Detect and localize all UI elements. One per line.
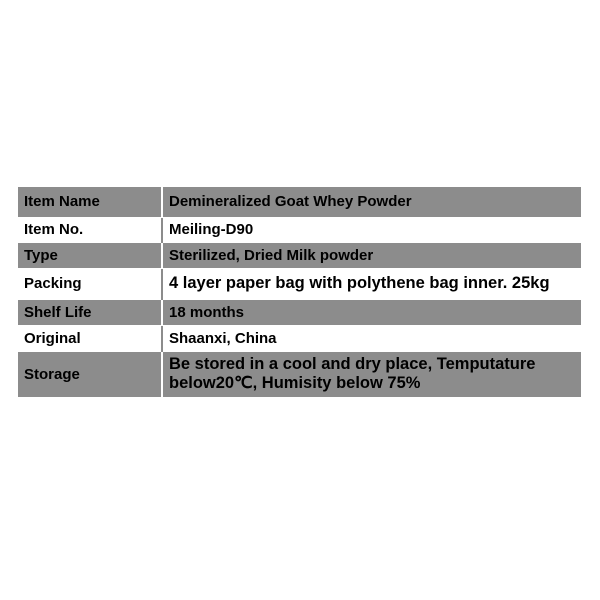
table-row-type (18, 242, 581, 268)
row-label: Type (18, 242, 162, 268)
row-label: Original (18, 325, 162, 351)
table-row-item-no (18, 217, 581, 242)
row-value: 4 layer paper bag with polythene bag inner. 25kg (162, 268, 581, 299)
table-row-original (18, 325, 581, 351)
row-value: Meiling-D90 (162, 217, 581, 242)
row-label: Item No. (18, 217, 162, 242)
row-label: Shelf Life (18, 299, 162, 325)
table-row-storage (18, 351, 581, 397)
row-value: 18 months (162, 299, 581, 325)
row-label: Packing (18, 268, 162, 299)
row-value: Sterilized, Dried Milk powder (162, 242, 581, 268)
row-value: Demineralized Goat Whey Powder (162, 187, 581, 217)
row-label: Storage (18, 351, 162, 397)
table-row-item-name (18, 187, 581, 217)
row-value: Shaanxi, China (162, 325, 581, 351)
row-label: Item Name (18, 187, 162, 217)
table-row-shelf-life (18, 299, 581, 325)
row-value: Be stored in a cool and dry place, Temputature below20℃, Humisity below 75% (162, 351, 581, 397)
table-row-packing (18, 268, 581, 299)
product-spec-table (18, 187, 581, 398)
